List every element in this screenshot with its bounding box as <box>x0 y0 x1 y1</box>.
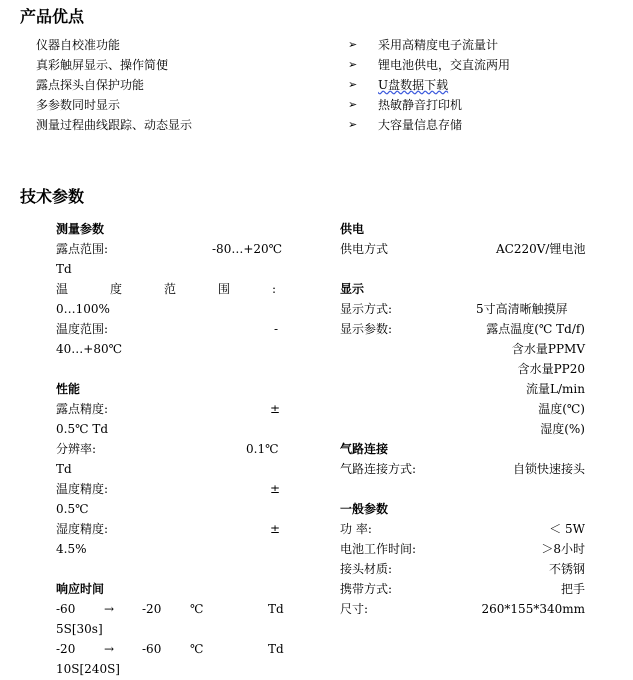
label-char: 度 <box>109 282 122 296</box>
humidity-accuracy-value: 4.5% <box>56 542 87 556</box>
dew-accuracy-value: 0.5℃ Td <box>56 422 109 436</box>
humidity-accuracy-label: 湿度精度: <box>56 522 109 536</box>
power-label: 供电方式 <box>340 242 389 256</box>
general-value: 260*155*340mm <box>481 602 585 616</box>
section-title-performance: 性能 <box>56 382 81 396</box>
advantage-item: 热敏静音打印机 <box>378 98 463 112</box>
section-title-display: 显示 <box>340 282 365 296</box>
general-label: 携带方式: <box>340 582 393 596</box>
response-td: Td <box>268 602 284 616</box>
section-title-general: 一般参数 <box>340 502 389 516</box>
resolution-value: 0.1℃ <box>246 442 279 456</box>
response-unit: ℃ <box>190 602 204 616</box>
humidity-range-label <box>56 282 276 296</box>
general-label: 功 率: <box>340 522 372 536</box>
label-char: 温 <box>56 282 69 296</box>
section-title-gas: 气路连接 <box>340 442 389 456</box>
dew-accuracy-label: 露点精度: <box>56 402 109 416</box>
arrow-bullet-icon: ➢ <box>348 58 358 71</box>
response-from: -20 <box>56 642 76 656</box>
advantage-item: 锂电池供电，交直流两用 <box>378 58 511 72</box>
label-char: 范 <box>163 282 176 296</box>
response-arrow: → <box>104 642 115 656</box>
temp-range-label: 温度范围: <box>56 322 109 336</box>
response-td: Td <box>268 642 284 656</box>
advantage-item: 露点探头自保护功能 <box>36 78 145 92</box>
resolution-label: 分辨率: <box>56 442 97 456</box>
advantage-item: 测量过程曲线跟踪、动态显示 <box>36 118 193 132</box>
advantage-item: 仪器自校准功能 <box>36 38 121 52</box>
advantage-item: 多参数同时显示 <box>36 98 121 112</box>
general-value: ＞8小时 <box>541 542 585 556</box>
temp-accuracy-label: 温度精度: <box>56 482 109 496</box>
arrow-bullet-icon: ➢ <box>348 38 358 51</box>
display-param-value: 流量L/min <box>526 382 585 396</box>
response-unit: ℃ <box>190 642 204 656</box>
advantage-item: U盘数据下载 <box>378 78 449 92</box>
dew-range-value: -80…+20℃ <box>212 242 283 256</box>
general-label: 电池工作时间: <box>340 542 417 556</box>
temp-range-dash: - <box>274 322 279 336</box>
display-mode-label: 显示方式: <box>340 302 393 316</box>
dew-range-unit: Td <box>56 262 72 276</box>
display-param-value: 湿度(%) <box>540 422 585 436</box>
label-char: 围 <box>217 282 230 296</box>
temp-range-value: 40…+80℃ <box>56 342 123 356</box>
dew-accuracy-sign: ± <box>270 402 281 416</box>
heading-specs: 技术参数 <box>20 187 85 206</box>
display-param-value: 露点温度(℃ Td/f) <box>486 322 585 336</box>
power-value: AC220V/锂电池 <box>496 242 586 256</box>
section-title-power: 供电 <box>340 222 365 236</box>
advantage-item: 大容量信息存储 <box>378 118 463 132</box>
advantage-item: 采用高精度电子流量计 <box>378 38 499 52</box>
temp-accuracy-sign: ± <box>270 482 281 496</box>
general-value: ＜ 5W <box>549 522 585 536</box>
display-param-value: 含水量PPMV <box>511 342 585 356</box>
gas-label: 气路连接方式: <box>340 462 417 476</box>
label-char: : <box>271 282 276 296</box>
display-param-value: 温度(℃) <box>538 402 585 416</box>
response-arrow: → <box>104 602 115 616</box>
general-label: 接头材质: <box>340 562 393 576</box>
arrow-bullet-icon: ➢ <box>348 78 358 91</box>
advantage-item: 真彩触屏显示、操作简便 <box>36 58 169 72</box>
humidity-range-value: 0…100% <box>56 302 110 316</box>
display-param-value: 含水量PP20 <box>517 362 585 376</box>
gas-value: 自锁快速接头 <box>512 462 585 476</box>
arrow-bullet-icon: ➢ <box>348 118 358 131</box>
response-time: 10S[240S] <box>56 662 120 676</box>
temp-accuracy-value: 0.5℃ <box>56 502 89 516</box>
response-from: -60 <box>56 602 76 616</box>
arrow-bullet-icon: ➢ <box>348 98 358 111</box>
general-value: 把手 <box>560 582 585 596</box>
response-to: -20 <box>142 602 162 616</box>
humidity-accuracy-sign: ± <box>270 522 281 536</box>
dew-range-label: 露点范围: <box>56 242 109 256</box>
heading-advantages: 产品优点 <box>20 7 85 26</box>
response-to: -60 <box>142 642 162 656</box>
general-value: 不锈钢 <box>548 562 585 576</box>
response-time: 5S[30s] <box>56 622 103 636</box>
section-title-response: 响应时间 <box>56 582 105 596</box>
section-title-measure: 测量参数 <box>56 222 105 236</box>
general-label: 尺寸: <box>340 602 369 616</box>
resolution-unit: Td <box>56 462 72 476</box>
display-mode-value: 5寸高清晰触摸屏 <box>476 302 568 316</box>
display-param-label: 显示参数: <box>340 322 393 336</box>
